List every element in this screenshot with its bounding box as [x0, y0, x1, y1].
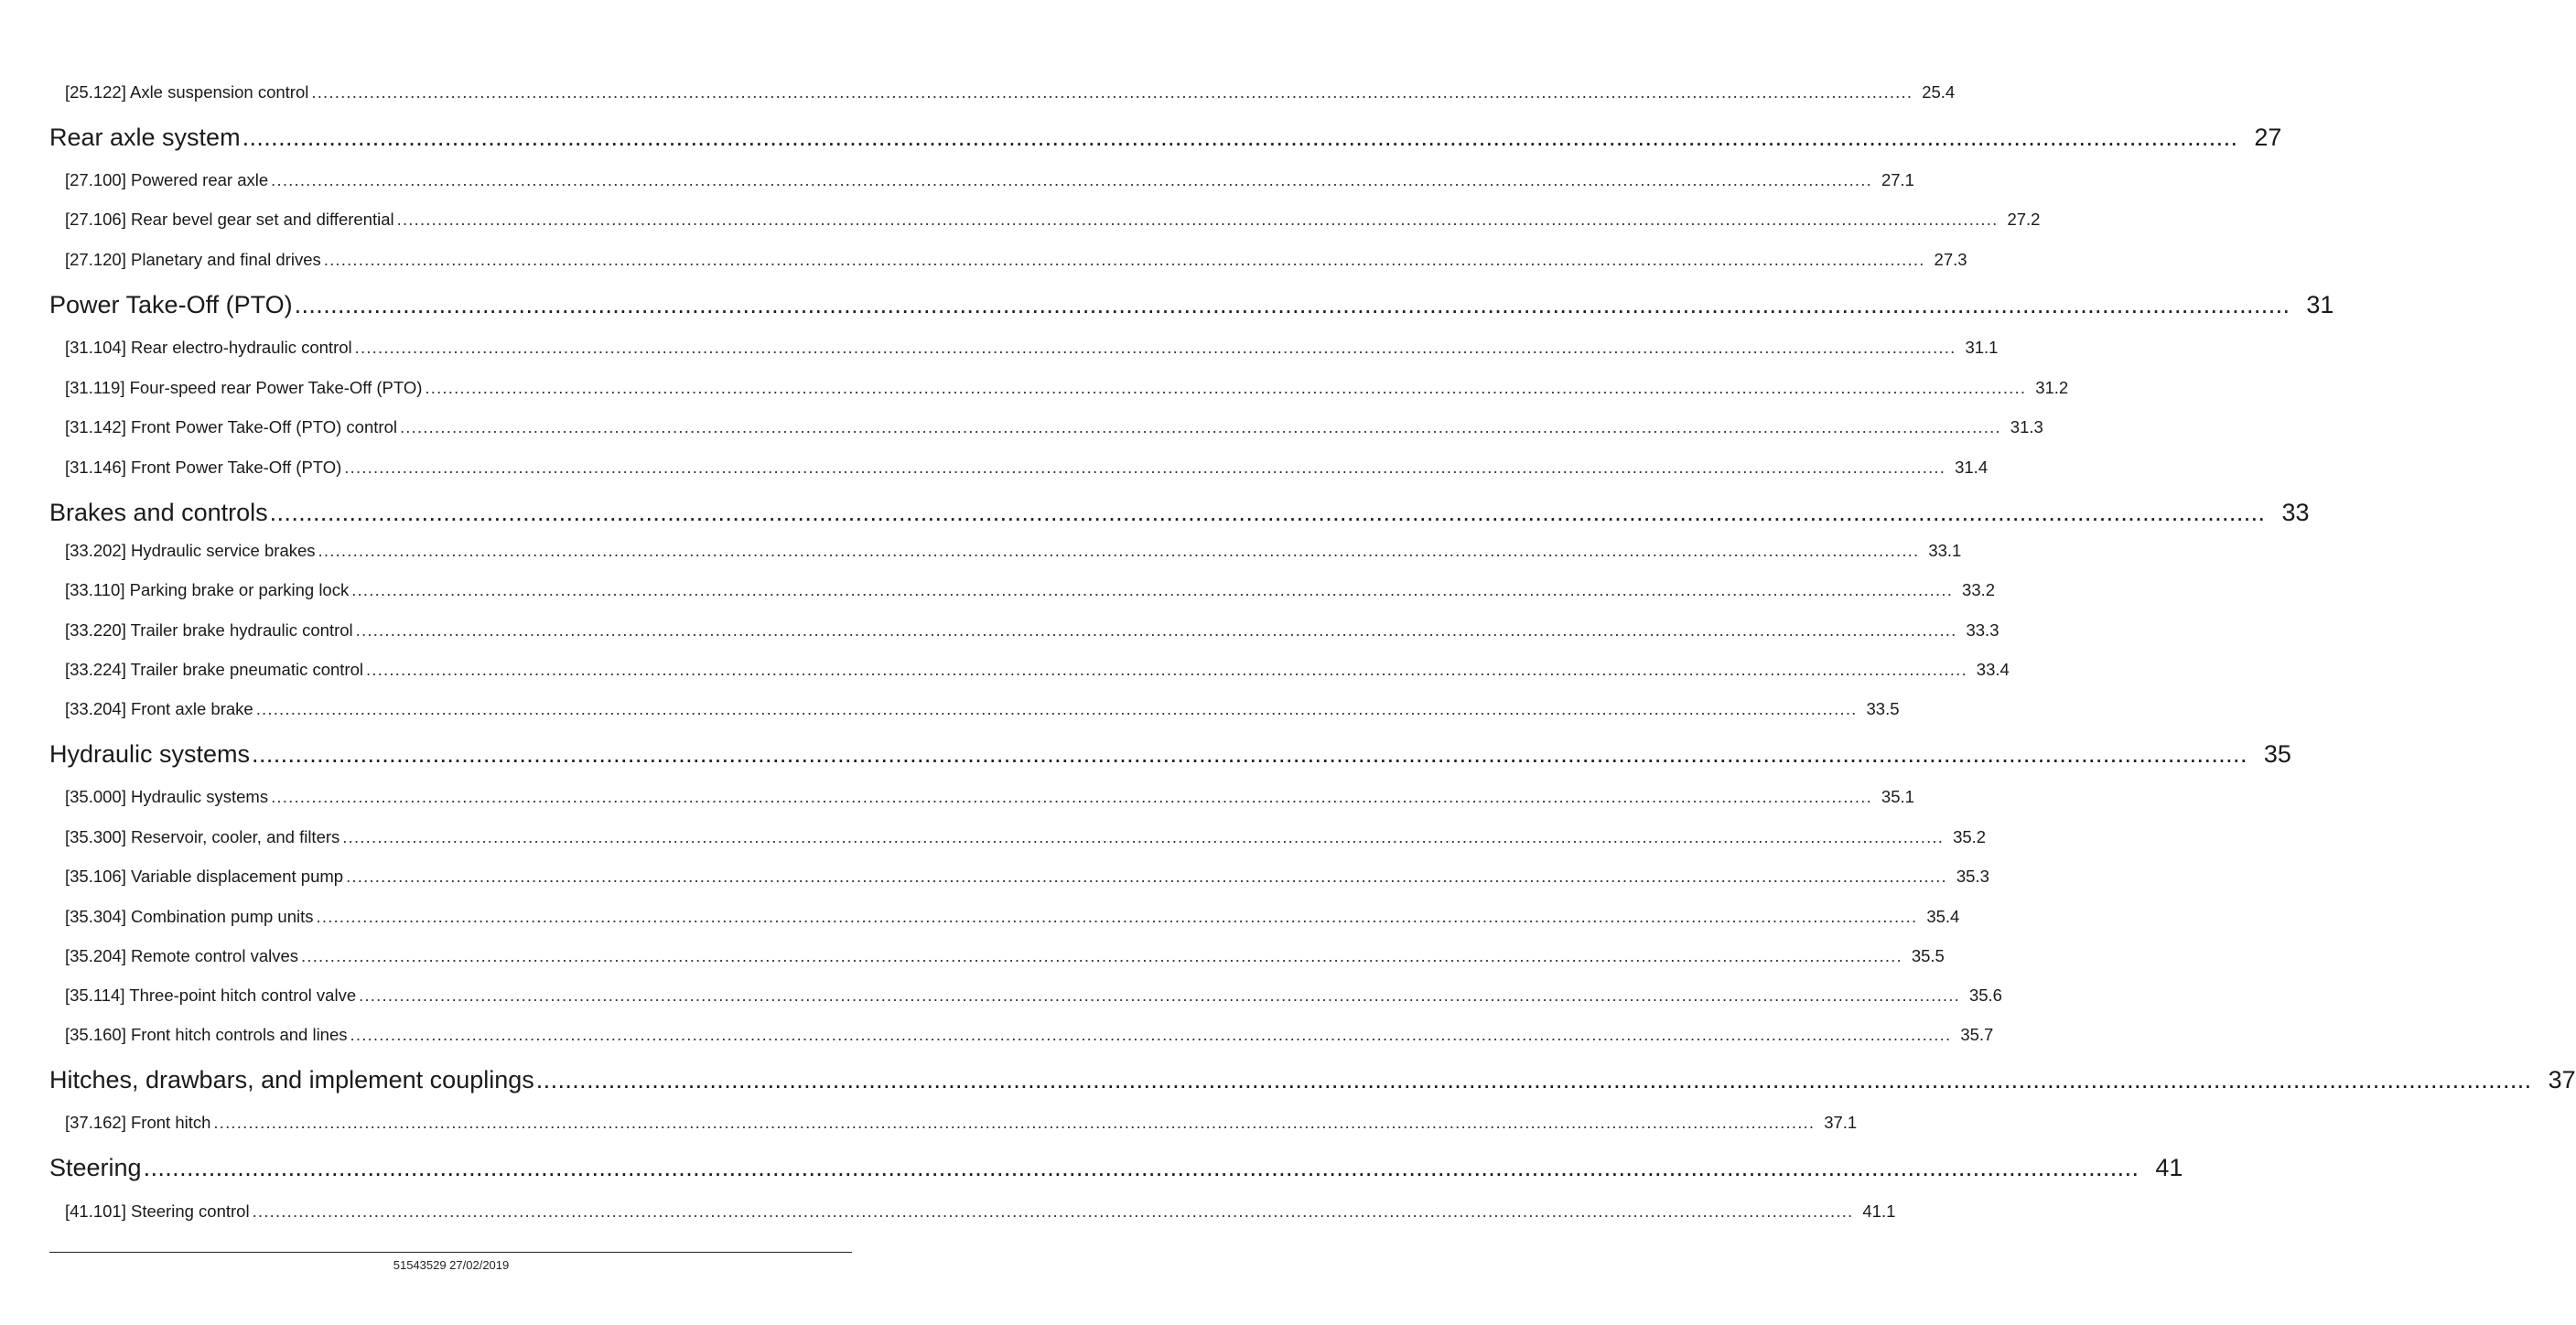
toc-section[interactable] [49, 289, 2334, 320]
footer-doc-id: 51543529 27/02/2019 [393, 1258, 510, 1272]
toc-subentry[interactable] [65, 81, 1956, 103]
toc-subentry[interactable] [65, 906, 1960, 928]
toc-entry-label: [33.202] Hydraulic service brakes [65, 541, 316, 560]
dot-leader: .................................................................................................................................................................................................................................................................................... [316, 907, 1918, 926]
toc-page-number: 35 [2263, 740, 2291, 768]
toc-entry-label: [33.220] Trailer brake hydraulic control [65, 620, 353, 640]
toc-page-number: 35.5 [1911, 946, 1945, 965]
toc-entry-label: [31.142] Front Power Take-Off (PTO) control [65, 417, 397, 436]
toc-entry-label: [35.000] Hydraulic systems [65, 787, 269, 806]
toc-page-number: 33.2 [1962, 580, 1996, 599]
toc-subentry[interactable] [65, 659, 2010, 681]
dot-leader: .................................................................................................................................................................................................................................................................................... [359, 986, 1960, 1005]
toc-subentry[interactable] [65, 1112, 1858, 1134]
dot-leader: .................................................................................................................................................................................................................................................................................... [399, 417, 2001, 436]
toc-page-number: 25.4 [1922, 82, 1956, 102]
dot-leader: .................................................................................................................................................................................................................................................................................... [252, 1201, 1854, 1221]
toc-entry-label: [41.101] Steering control [65, 1201, 250, 1221]
footer-divider [49, 1252, 852, 1253]
toc-page-number: 37 [2548, 1066, 2576, 1093]
toc-subentry[interactable] [65, 826, 1987, 848]
toc-subentry[interactable] [65, 786, 1914, 808]
toc-entry-label: [27.106] Rear bevel gear set and differential [65, 210, 394, 229]
toc-entry-label: [31.104] Rear electro-hydraulic control [65, 338, 352, 357]
toc-section[interactable] [49, 1152, 2183, 1183]
toc-entry-label: [27.100] Powered rear axle [65, 170, 269, 189]
toc-entry-label: [35.160] Front hitch controls and lines [65, 1025, 348, 1044]
toc-entry-label: [35.304] Combination pump units [65, 907, 314, 926]
toc-subentry[interactable] [65, 457, 1989, 479]
toc-page-number: 35.3 [1956, 867, 1989, 886]
toc-section[interactable] [49, 497, 2310, 528]
dot-leader: .................................................................................................................................................................................................................................................................................... [213, 1113, 1816, 1132]
toc-page-number: 33 [2281, 499, 2310, 526]
toc-section[interactable] [49, 122, 2282, 153]
toc-page-number: 33.5 [1866, 699, 1900, 718]
dot-leader: .................................................................................................................................................................................................................................................................................... [271, 170, 1872, 189]
toc-entry-label: [25.122] Axle suspension control [65, 82, 309, 102]
toc-entry-label: [35.300] Reservoir, cooler, and filters [65, 827, 340, 846]
dot-leader: .................................................................................................................................................................................................................................................................................... [354, 338, 1956, 357]
toc-page-number: 31.4 [1955, 458, 1989, 477]
toc-section-title: Hitches, drawbars, and implement couplings [49, 1066, 534, 1093]
toc-page-number: 35.7 [1960, 1025, 1994, 1044]
dot-leader: .................................................................................................................................................................................................................................................................................... [255, 699, 1858, 718]
toc-page-number: 31 [2306, 291, 2334, 318]
toc-section-title: Steering [49, 1154, 142, 1181]
toc-subentry[interactable] [65, 945, 1945, 967]
toc-section-title: Hydraulic systems [49, 740, 251, 768]
toc-entry-label: [33.204] Front axle brake [65, 699, 253, 718]
toc-entry-label: [33.110] Parking brake or parking lock [65, 580, 350, 599]
toc-entry-label: [31.119] Four-speed rear Power Take-Off (PTO) [65, 378, 423, 397]
dot-leader: .................................................................................................................................................................................................................................................................................... [350, 1025, 1952, 1044]
dot-leader: .................................................................................................................................................................................................................................................................................... [346, 867, 1947, 886]
toc-entry-label: [31.146] Front Power Take-Off (PTO) [65, 458, 342, 477]
toc-subentry[interactable] [65, 619, 1999, 641]
toc-subentry[interactable] [65, 866, 1989, 888]
dot-leader: .................................................................................................................................................................................................................................................................................... [269, 499, 2266, 526]
toc-page-number: 33.1 [1928, 541, 1962, 560]
toc-subentry[interactable] [65, 377, 2069, 399]
dot-leader: .................................................................................................................................................................................................................................................................................... [355, 620, 1957, 640]
toc-subentry[interactable] [65, 416, 2043, 438]
toc-page-number: 35.2 [1953, 827, 1987, 846]
dot-leader: .................................................................................................................................................................................................................................................................................... [425, 378, 2027, 397]
toc-entry-label: [37.162] Front hitch [65, 1113, 211, 1132]
toc-page-number: 41 [2155, 1154, 2183, 1181]
toc-subentry[interactable] [65, 985, 2002, 1007]
toc-subentry[interactable] [65, 169, 1914, 191]
toc-page-number: 33.3 [1966, 620, 1999, 640]
toc-entry-label: [35.204] Remote control valves [65, 946, 299, 965]
toc-page-number: 27.3 [1934, 250, 1967, 269]
toc-subentry[interactable] [65, 579, 1996, 601]
toc-page-number: 35.4 [1926, 907, 1960, 926]
toc-page-number: 27 [2254, 124, 2282, 151]
dot-leader: .................................................................................................................................................................................................................................................................................... [318, 541, 1920, 560]
dot-leader: .................................................................................................................................................................................................................................................................................... [294, 291, 2290, 318]
toc-subentry[interactable] [65, 1024, 1994, 1046]
toc-page-number: 31.1 [1965, 338, 1999, 357]
dot-leader: .................................................................................................................................................................................................................................................................................... [271, 787, 1872, 806]
dot-leader: .................................................................................................................................................................................................................................................................................... [242, 124, 2238, 151]
toc-subentry[interactable] [65, 337, 1999, 359]
toc-page-number: 31.3 [2010, 417, 2043, 436]
dot-leader: .................................................................................................................................................................................................................................................................................... [323, 250, 1925, 269]
dot-leader: .................................................................................................................................................................................................................................................................................... [365, 660, 1967, 679]
dot-leader: .................................................................................................................................................................................................................................................................................... [301, 946, 1902, 965]
dot-leader: .................................................................................................................................................................................................................................................................................... [252, 740, 2247, 768]
toc-page-number: 41.1 [1862, 1201, 1896, 1221]
dot-leader: .................................................................................................................................................................................................................................................................................... [342, 827, 1945, 846]
toc-page-number: 35.1 [1881, 787, 1914, 806]
toc-subentry[interactable] [65, 249, 1967, 271]
toc-section-title: Brakes and controls [49, 499, 268, 526]
dot-leader: .................................................................................................................................................................................................................................................................................... [396, 210, 1999, 229]
toc-page-number: 27.2 [2007, 210, 2041, 229]
toc-page-number: 37.1 [1824, 1113, 1858, 1132]
toc-section-title: Power Take-Off (PTO) [49, 291, 293, 318]
toc-section[interactable] [49, 738, 2291, 770]
toc-subentry[interactable] [65, 698, 1900, 720]
toc-section[interactable] [49, 1064, 2576, 1095]
toc-page-number: 35.6 [1968, 986, 2002, 1005]
toc-section-title: Rear axle system [49, 124, 241, 151]
toc-entry-label: [33.224] Trailer brake pneumatic control [65, 660, 363, 679]
toc-subentry[interactable] [65, 1201, 1896, 1223]
dot-leader: .................................................................................................................................................................................................................................................................................... [143, 1154, 2139, 1181]
dot-leader: .................................................................................................................................................................................................................................................................................... [535, 1066, 2532, 1093]
dot-leader: .................................................................................................................................................................................................................................................................................... [311, 82, 1913, 102]
toc-subentry[interactable] [65, 209, 2041, 231]
toc-page-number: 33.4 [1976, 660, 2010, 679]
toc-subentry[interactable] [65, 540, 1962, 562]
dot-leader: .................................................................................................................................................................................................................................................................................... [351, 580, 1954, 599]
toc-page-number: 27.1 [1881, 170, 1914, 189]
toc-entry-label: [35.106] Variable displacement pump [65, 867, 344, 886]
toc-page-number: 31.2 [2035, 378, 2069, 397]
toc-entry-label: [27.120] Planetary and final drives [65, 250, 321, 269]
toc-entry-label: [35.114] Three-point hitch control valve [65, 986, 357, 1005]
dot-leader: .................................................................................................................................................................................................................................................................................... [344, 458, 1946, 477]
